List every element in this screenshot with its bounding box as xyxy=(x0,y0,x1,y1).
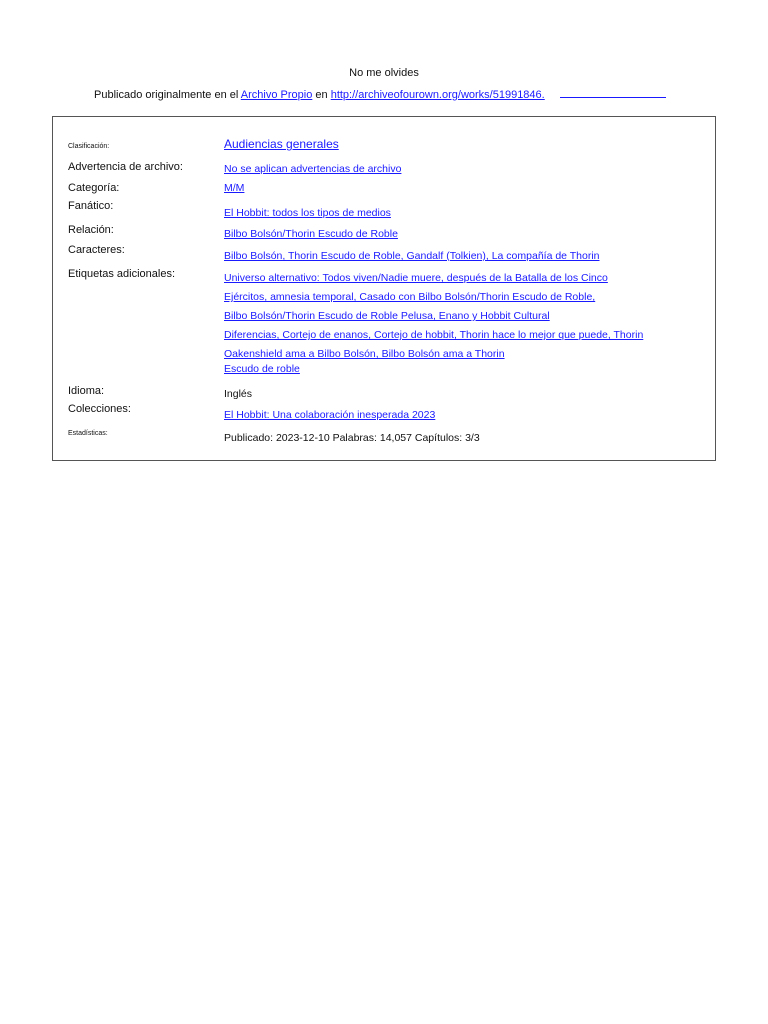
fandom-value[interactable] xyxy=(224,207,391,219)
tag-link[interactable]: Escudo de roble xyxy=(224,363,300,375)
language-value: Inglés xyxy=(224,388,253,400)
tag-link[interactable]: Bilbo Bolsón/Thorin Escudo de Roble Pelusa, Enano y Hobbit Cultural xyxy=(224,310,550,322)
published-prefix: Publicado originalmente en el xyxy=(94,89,239,101)
collections-link[interactable]: El Hobbit: Una colaboración inesperada 2023 xyxy=(224,409,436,421)
language-label: Idioma: xyxy=(68,385,105,397)
tag-line[interactable] xyxy=(224,272,608,284)
warning-value[interactable] xyxy=(224,163,401,175)
tag-link[interactable]: Oakenshield ama a Bilbo Bolsón, Bilbo Bolsón ama a Thorin xyxy=(224,348,505,360)
archive-link[interactable]: Archivo Propio xyxy=(240,89,313,101)
published-line xyxy=(94,87,666,101)
category-link[interactable]: M/M xyxy=(224,182,245,194)
stats-value: Publicado: 2023-12-10 Palabras: 14,057 Capítulos: 3/3 xyxy=(224,432,480,444)
metadata-box xyxy=(52,116,716,461)
tag-line[interactable] xyxy=(224,348,505,360)
tags-label: Etiquetas adicionales: xyxy=(68,268,176,280)
fandom-link[interactable]: El Hobbit: todos los tipos de medios xyxy=(224,207,391,219)
tag-line[interactable] xyxy=(224,363,300,375)
collections-label: Colecciones: xyxy=(68,403,131,415)
url-underline-trail xyxy=(560,87,666,98)
rating-label: Clasificación: xyxy=(68,143,110,150)
characters-value[interactable] xyxy=(224,250,600,262)
warning-link[interactable]: No se aplican advertencias de archivo xyxy=(224,163,402,175)
category-value[interactable] xyxy=(224,182,244,194)
characters-link[interactable]: Bilbo Bolsón, Thorin Escudo de Roble, Gandalf (Tolkien), La compañía de Thorin xyxy=(224,250,600,262)
tag-link[interactable]: Diferencias, Cortejo de enanos, Cortejo de hobbit, Thorin hace lo mejor que puede, Thorin xyxy=(224,329,644,341)
warning-label: Advertencia de archivo: xyxy=(68,161,183,173)
category-label: Categoría: xyxy=(68,182,120,194)
collections-value[interactable] xyxy=(224,409,435,421)
tag-link[interactable]: Ejércitos, amnesia temporal, Casado con Bilbo Bolsón/Thorin Escudo de Roble, xyxy=(224,291,596,303)
work-title: No me olvides xyxy=(349,67,419,79)
published-mid: en xyxy=(315,89,328,101)
tag-line[interactable] xyxy=(224,310,550,322)
relationship-label: Relación: xyxy=(68,224,114,236)
tag-line[interactable] xyxy=(224,329,643,341)
work-url-link[interactable]: http://archiveofourown.org/works/51991846. xyxy=(330,89,545,101)
relationship-value[interactable] xyxy=(224,228,398,240)
tag-link[interactable]: Universo alternativo: Todos viven/Nadie muere, después de la Batalla de los Cinco xyxy=(224,272,608,284)
stats-label: Estadísticas: xyxy=(68,430,108,437)
characters-label: Caracteres: xyxy=(68,244,125,256)
relationship-link[interactable]: Bilbo Bolsón/Thorin Escudo de Roble xyxy=(224,228,398,240)
tag-line[interactable] xyxy=(224,291,595,303)
rating-link[interactable]: Audiencias generales xyxy=(224,137,339,151)
fandom-label: Fanático: xyxy=(68,200,114,212)
rating-value[interactable] xyxy=(224,137,339,151)
